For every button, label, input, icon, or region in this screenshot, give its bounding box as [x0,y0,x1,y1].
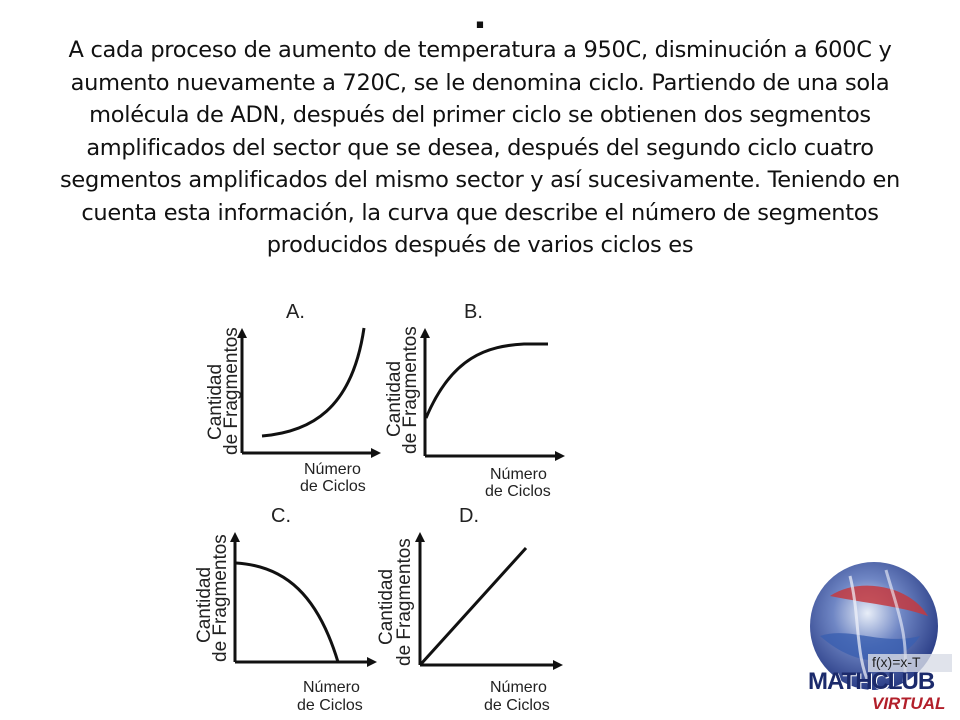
question-line: A cada proceso de aumento de temperatura a 950C, disminución a 600C y [68,37,892,63]
curve-decreasing [236,563,338,662]
y-axis-label-line2: de Fragmentos [400,326,421,454]
question-line: segmentos amplificados del mismo sector y así sucesivamente. Teniendo en [60,167,900,193]
logo-subtitle: VIRTUAL [872,694,946,713]
x-axis-label-line2: de Ciclos [297,697,363,714]
graph-option-a[interactable] [205,301,376,495]
x-axis-label-line1: Número [490,466,547,483]
y-axis-label-line2: de Fragmentos [210,534,231,662]
x-axis-label-line2: de Ciclos [300,478,366,495]
y-axis-label-line1: Cantidad [194,566,215,643]
logo-name: MATHCLUB [808,668,935,695]
curve-saturating [426,344,548,418]
y-axis-label-line2: de Fragmentos [221,327,242,455]
option-label-a: A. [286,301,305,323]
question-line: aumento nuevamente a 720C, se le denomina ciclo. Partiendo de una sola [70,69,890,96]
x-axis-label-line2: de Ciclos [484,697,550,714]
y-axis-label-line2: de Fragmentos [394,538,415,666]
option-label-b: B. [464,301,483,323]
y-axis-label-line1: Cantidad [205,363,226,440]
graph-option-b[interactable] [384,301,560,500]
curve-exponential [262,328,364,436]
x-axis-label-line1: Número [303,679,360,696]
option-label-d: D. [459,505,479,527]
graph-option-d[interactable] [376,505,558,714]
question-line: amplificados del sector que se desea, después del segundo ciclo cuatro [86,134,874,161]
y-axis-label-line1: Cantidad [376,568,397,645]
option-label-c: C. [271,505,291,527]
graph-option-c[interactable] [194,505,372,714]
x-axis-label-line1: Número [490,679,547,696]
question-line: producidos después de varios ciclos es [266,232,694,258]
curve-linear [421,548,526,664]
question-line: cuenta esta información, la curva que describe el número de segmentos [81,199,879,226]
question-line: molécula de ADN, después del primer ciclo se obtienen dos segmentos [89,102,871,128]
x-axis-label-line2: de Ciclos [485,483,551,500]
logo-formula: f(x)=x-T [872,654,921,670]
y-axis-label-line1: Cantidad [384,360,405,437]
title-mark: . [473,0,487,38]
x-axis-label-line1: Número [304,461,361,478]
